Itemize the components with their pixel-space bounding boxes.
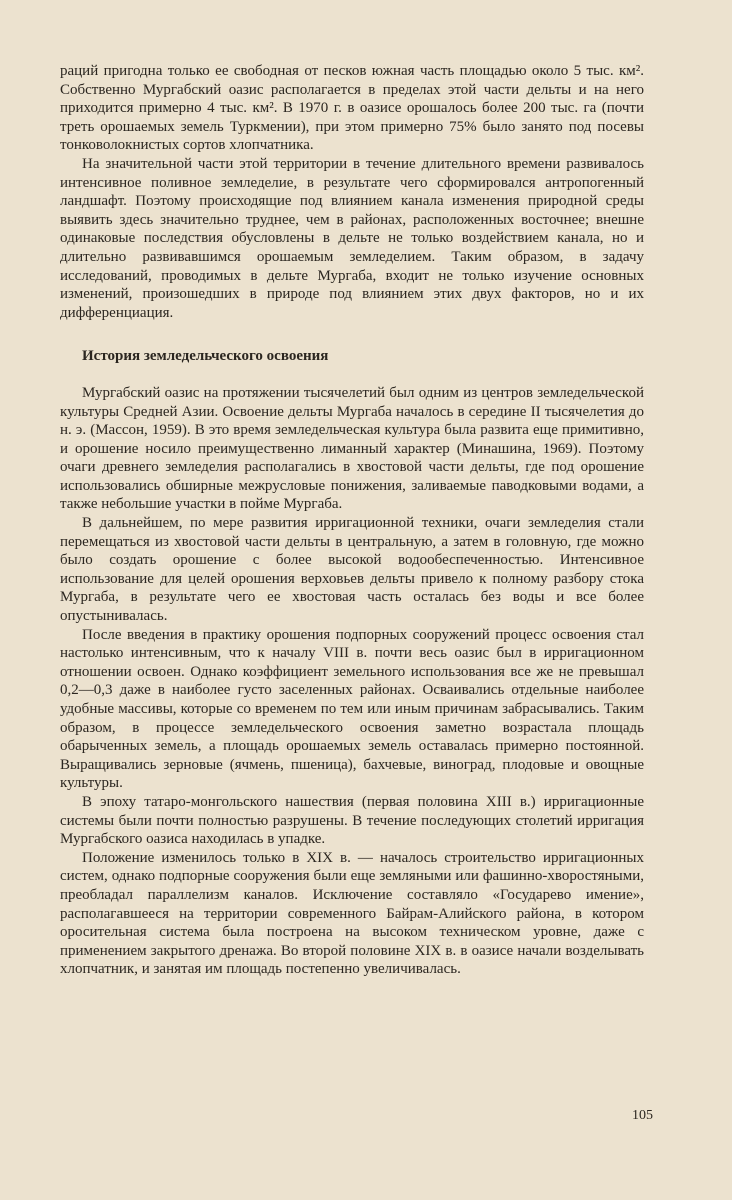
paragraph-3: После введения в практику орошения подпорных сооружений процесс освоения стал настолько интенсивным, что к началу VIII в. почти весь оазис был в ирригационном отношении освоен. Однако коэффициент земельного использования все же не превышал 0,2—0,3 даже в наиболее густо заселенных районах. Осваивались отдельные наиболее удобные массивы, которые со временем по тем или иным причинам забрасывались. Таким образом, в процессе земледельческого освоения заметно возрастала площадь обарыченных земель, а площадь орошаемых земель оставалась примерно постоянной. Выращивались зерновые (ячмень, пшеница), бахчевые, виноград, плодовые и овощные культуры. [60, 626, 644, 792]
section-heading: История земледельческого освоения [82, 348, 329, 365]
page-number: 105 [632, 1108, 653, 1123]
paragraph-2: В дальнейшем, по мере развития ирригационной техники, очаги земледелия стали перемещаться из хвостовой части дельты в центральную, а затем в головную, где можно было создать орошение с более высокой водообеспеченностью. Интенсивное использование для целей орошения верховьев дельты привело к полному разбору стока Мургаба, в результате чего ее хвостовая часть осталась без воды и все более опустынивалась. [60, 515, 644, 625]
paragraph-1: Мургабский оазис на протяжении тысячелетий был одним из центров земледельческой культуры Средней Азии. Освоение дельты Мургаба началось в середине II тысячелетия до н. э. (Массон, 1959). В это время земледельческая культура была развита еще примитивно, и орошение носило преимущественно лиманный характер (Минашина, 1969). Поэтому очаги древнего земледелия располагались в хвостовой части дельты, где под орошение использовались обширные межрусловые понижения, заливаемые паводковыми водами, а также небольшие участки в пойме Мургаба. [60, 384, 644, 513]
paragraph-4: В эпоху татаро-монгольского нашествия (первая половина XIII в.) ирригационные системы были почти полностью разрушены. В течение последующих столетий ирригация Мургабского оазиса находилась в упадке. [60, 793, 644, 848]
paragraph-top-1: раций пригодна только ее свободная от песков южная часть площадью около 5 тыс. км². Собственно Мургабский оазис располагается в пределах этой части дельты и на него приходится примерно 4 тыс. км². В 1970 г. в оазисе орошалось более 200 тыс. га (почти треть орошаемых земель Туркмении), при этом примерно 75% было занято под посевы тонковолокнистых сортов хлопчатника. [60, 63, 644, 154]
body-text [60, 62, 644, 979]
paragraph-top-2: На значительной части этой территории в течение длительного времени развивалось интенсивное поливное земледелие, в результате чего сформировался антропогенный ландшафт. Поэтому происходящие под влиянием канала изменения природной среды выявить здесь значительно труднее, чем в районах, расположенных восточнее; внешне одинаковые последствия обусловлены в дельте не только воздействием канала, но и длительно развивавшимся орошаемым земледелием. Таким образом, в задачу исследований, проводимых в дельте Мургаба, входит не только изучение основных изменений, произошедших в природе под влиянием этих двух факторов, но и их дифференциация. [60, 155, 644, 321]
paragraph-5: Положение изменилось только в XIX в. — началось строительство ирригационных систем, однако подпорные сооружения были еще земляными или фашинно-хворостяными, преобладал параллелизм каналов. Исключение составляло «Государево имение», располагавшееся на территории современного Байрам-Алийского района, в котором оросительная система была построена на высоком техническом уровне, даже с применением закрытого дренажа. Во второй половине XIX в. в оазисе начали возделывать хлопчатник, и занятая им площадь постепенно увеличивалась. [60, 849, 644, 978]
